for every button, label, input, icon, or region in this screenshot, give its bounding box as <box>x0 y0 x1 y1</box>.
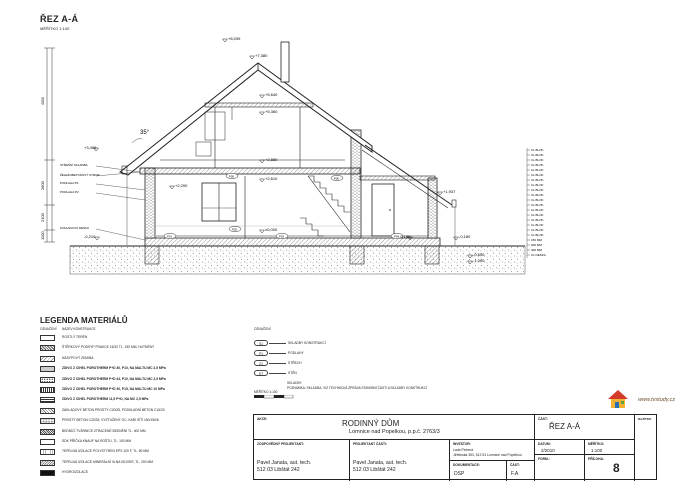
legend-col-name: NÁZEV KONSTRUKCE <box>62 327 96 331</box>
right-callout-label: CL BLOK <box>531 198 544 203</box>
footing-mid <box>350 246 364 264</box>
legend-title: LEGENDA MATERIÁLŮ <box>40 316 128 325</box>
logo-text: www.tvstudy.cz <box>638 397 676 403</box>
legend-item <box>40 438 250 447</box>
level-ridge: +8,039 <box>228 36 241 41</box>
roof-main <box>120 63 372 175</box>
right-callout-label: CL BLOK <box>531 228 544 233</box>
legend-item-label: ŠTĚRKOVÝ PODSYP FRAKCE 16/32 TL. 150 MM, HUTNĚNÝ <box>62 345 155 350</box>
callout-left-3: PODLAHA P1 <box>60 181 79 185</box>
legend-swatch <box>40 429 55 435</box>
level-attic: +5,640 <box>265 92 278 97</box>
legend-item <box>40 386 250 395</box>
legend-item <box>40 365 250 374</box>
legend-swatch <box>40 366 55 372</box>
right-callout-label: CL BLOK <box>531 153 544 158</box>
code-leader-line <box>269 373 286 374</box>
section-scale: MĚŘÍTKO 1:100 <box>254 390 278 394</box>
tb-arch: FORM.: <box>534 454 584 481</box>
left-callout-lines <box>96 166 145 240</box>
ceiling-slab-right <box>360 176 435 180</box>
collar-beam <box>205 103 313 107</box>
legend-item <box>40 396 250 405</box>
legend-swatch <box>40 460 55 466</box>
level-window-head: +2,200 <box>175 183 188 188</box>
code-item <box>254 369 454 380</box>
ceiling-slab <box>140 168 360 174</box>
level-floor2a: +2,880 <box>265 157 278 162</box>
chimney <box>281 42 289 82</box>
legend-item-label: SDK PŘÍČKA KNAUF NA ROŠTU, TL. 100 MM <box>62 439 132 443</box>
legend-item-label: HYDROIZOLACE <box>62 470 89 475</box>
codes-note: POZNÁMKA: SKLADBA, VIZ TECHNICKÁ ZPRÁVA STAVEBNÍ ČÁSTI A SKLADBY KONSTRUKCÍ <box>287 386 427 390</box>
right-callouts <box>527 148 546 257</box>
title-block <box>253 414 657 480</box>
callout-left-2: ŽELEZOBETONOVÝ STROP <box>60 173 100 177</box>
level-foundation: -0,600 <box>473 252 485 257</box>
codes-note2: SKLADBY <box>287 381 302 385</box>
legend-item <box>40 355 250 364</box>
dim-left-2: 2800 <box>40 181 45 190</box>
footing-left <box>145 246 159 264</box>
code-label: STĚN <box>288 371 297 375</box>
right-callout-label: 150 MM <box>531 238 542 243</box>
right-callout-label: CL BLOK <box>531 173 544 178</box>
code-label: STŘECH <box>288 361 302 365</box>
tb-cast: ČÁST: ŘEZ A-Á <box>534 415 634 439</box>
room-tag-1: P01 <box>167 234 172 239</box>
right-callout-label: CL BLOK <box>531 203 544 208</box>
tb-vypracoval: PROJEKTANT ČÁSTI: Pavel Janata, aut. tech. 512 03 Libštát 242 <box>349 439 449 481</box>
legend-item-label: ZDIVO Z CIHEL POROTHERM P+D 30, P10, NA MALTU MC 2,5 MPa <box>62 366 166 371</box>
legend-swatch <box>40 335 55 341</box>
code-tag: ST <box>254 370 268 376</box>
room-tag-5: P05 <box>229 174 234 179</box>
right-callout-label: 400 MM <box>531 248 542 253</box>
right-callout-label: 300 MM <box>531 243 542 248</box>
doc-type: DSP <box>454 471 465 477</box>
legend-item-label: TEPELNÁ IZOLACE MINERÁLNÍ VLNA ISOVER, TL. 200 MM <box>62 459 153 464</box>
level-eave-left: +3,459 <box>84 145 97 150</box>
callout-left-1: STŘEŠNÍ SKLADBA <box>60 163 88 167</box>
right-callout-label: CL BLOK <box>531 148 544 153</box>
format: F.A <box>511 471 519 477</box>
code-tag: Z1 <box>254 360 268 366</box>
legend-item-label: ZDIVO Z CIHEL POROTHERM P+D 44, P10, NA MALTU MC 2,5 MPa <box>62 376 166 381</box>
level-foundation2: -1,000 <box>473 258 485 263</box>
legend-item <box>40 407 250 416</box>
right-callout-label: CL BLOK <box>531 208 544 213</box>
legend-swatch <box>40 408 55 414</box>
footing-right <box>425 246 439 264</box>
level-terrain-right: -0,180 <box>459 234 471 239</box>
terrain <box>70 246 525 274</box>
right-callout-label: CL BLOK <box>531 233 544 238</box>
foundation-slab <box>145 238 440 246</box>
drafter-address: 512 03 Libštát 242 <box>353 467 396 473</box>
investor-name: Lada Pečená <box>453 448 473 452</box>
right-callout-label: CL BLOK <box>531 178 544 183</box>
room-tag-3: P03 <box>279 234 284 239</box>
callout-left-4: PODLAHA P2 <box>60 190 79 194</box>
legend-item-label: ZÁKLADOVÝ BETON PROSTÝ C20/25, PODKLADNÍ BETON C16/20 <box>62 407 165 412</box>
code-tag: S1 <box>254 340 268 346</box>
level-attic-ceiling: +5,360 <box>265 109 278 114</box>
tb-dokumentace: DOKUMENTACE: DSP <box>449 460 506 481</box>
level-terrain-left: -0,210 <box>84 234 96 239</box>
legend-swatch <box>40 356 55 362</box>
tb-meritko: MĚŘÍTKO: 1:100 <box>584 439 634 454</box>
tb-akce: AKCE: RODINNÝ DŮM Lomnice nad Popelkou, p.p.č. 2763/3 <box>257 417 440 435</box>
investor-address: Jiřetinská 353, 512 51 Lomnice nad Popelkou <box>453 453 522 457</box>
sheet-number: 8 <box>613 461 620 475</box>
legend-swatch <box>40 397 55 403</box>
code-leader-line <box>269 343 286 344</box>
room-tag-2: P02 <box>232 227 237 232</box>
legend-item <box>40 469 250 478</box>
code-tag: P1 <box>254 350 268 356</box>
right-callout-label: CL DESKA <box>531 253 546 258</box>
room-tag-6: P06 <box>334 176 339 181</box>
room-tags <box>164 173 403 238</box>
dim-left-4: 1100 <box>40 231 45 240</box>
wall-middle <box>351 130 361 238</box>
sheet-scale: MĚŘÍTKO 1:100 <box>40 26 70 31</box>
legend-item-label: BEDNÍCÍ TVÁRNICE ZTRACENÉ BEDNĚNÍ TL. 400 MM <box>62 428 146 433</box>
legend-item <box>40 448 250 457</box>
legend-col-sign: OZNAČENÍ <box>40 327 57 331</box>
code-leader-line <box>269 353 286 354</box>
right-callout-label: CL BLOK <box>531 213 544 218</box>
legend-swatch <box>40 377 55 383</box>
callout-left-5: ZÁKLADOVÁ DESKA <box>60 226 90 230</box>
code-label: PODLAHY <box>288 351 304 355</box>
level-ridge2: +7,380 <box>255 53 268 58</box>
legend-swatch <box>40 449 55 455</box>
legend-item <box>40 334 250 343</box>
legend-item-label: TEPELNÁ IZOLACE POLYSTYREN EPS 100 F, TL. 80 MM <box>62 449 149 454</box>
left-dimension-chain <box>44 48 55 242</box>
legend-item <box>40 344 250 353</box>
right-callout-label: CL BLOK <box>531 168 544 173</box>
tb-investor: INVESTOR: Lada Pečená Jiřetinská 353, 512 51 Lomnice nad Popelkou <box>449 439 534 460</box>
legend-item <box>40 428 250 437</box>
tb-zodp: ZODPOVĚDNÝ PROJEKTANT: Pavel Janata, aut. tech. 512 03 Libštát 242 <box>254 439 349 481</box>
scale-bar <box>254 395 294 399</box>
right-callout-label: CL BLOK <box>531 218 544 223</box>
designer-name: Pavel Janata, aut. tech. <box>257 460 312 466</box>
designer-address: 512 03 Libštát 242 <box>257 467 300 473</box>
right-callout-label: CL BLOK <box>531 163 544 168</box>
right-callout-label: CL BLOK <box>531 193 544 198</box>
code-leader-line <box>269 363 286 364</box>
dim-left-1: 4000 <box>41 97 45 105</box>
legend-item <box>40 417 250 426</box>
date: 2/2010 <box>541 448 555 453</box>
dim-left-3: 2100 <box>40 213 45 222</box>
legend-swatch <box>40 439 55 445</box>
tb-format: ČÁST: F.A <box>506 460 534 481</box>
right-callout-label: CL BLOK <box>531 223 544 228</box>
wall-left <box>145 168 155 238</box>
tb-razitko: RAZÍTKO <box>634 415 658 481</box>
legend-item <box>40 459 250 468</box>
legend-item-label: ZDIVO Z CIHEL POROTHERM 11,5 P+D, NA MC 2,5 MPa <box>62 397 149 402</box>
code-label: SKLADBY KONSTRUKCÍ <box>288 341 326 345</box>
level-terrace: -0,180 <box>399 234 411 239</box>
legend-item-label: PROSTÝ BETON C20/25, VYZTUŽENÝ OC. KARI SÍTÍ 150/150/6 <box>62 418 159 423</box>
legend-item-label: ROSTLÝ TERÉN <box>62 335 88 339</box>
project-address: Lomnice nad Popelkou, p.p.č. 2763/3 <box>349 429 440 435</box>
codes-col-sign: OZNAČENÍ <box>254 327 271 331</box>
tb-priloha: PŘÍLOHA: 8 <box>584 454 634 481</box>
legend-item-label: ZDIVO Z CIHEL POROTHERM P+D 30, P15, NA MALTU MC 10 MPa <box>62 387 165 391</box>
project-title: RODINNÝ DŮM <box>342 419 400 428</box>
legend-swatch <box>40 470 55 476</box>
roof-angle: 35° <box>140 130 150 136</box>
right-callout-label: CL BLOK <box>531 188 544 193</box>
drafter-name: Pavel Janata, aut. tech. <box>353 460 408 466</box>
legend-swatch <box>40 418 55 424</box>
part-name: ŘEZ A-Á <box>549 422 581 431</box>
level-floor2b: +2,610 <box>265 176 278 181</box>
legend-swatch <box>40 345 55 351</box>
tb-datum: DATUM: 2/2010 <box>534 439 584 454</box>
legend-item-label: NÁSYPOVÝ ZEMINA <box>62 355 94 360</box>
right-callout-label: CL BLOK <box>531 158 544 163</box>
wall-right <box>428 178 437 238</box>
legend-swatch <box>40 387 55 393</box>
staircase <box>300 176 350 236</box>
legend-item <box>40 376 250 385</box>
right-callout-label: CL BLOK <box>531 183 544 188</box>
sheet-title: ŘEZ A-Á <box>40 14 79 24</box>
scale: 1:100 <box>591 448 603 453</box>
level-eave-right: +1,937 <box>443 189 456 194</box>
room-tag-4: P04 <box>394 234 399 239</box>
level-ground-floor: ±0,000 <box>265 227 278 232</box>
